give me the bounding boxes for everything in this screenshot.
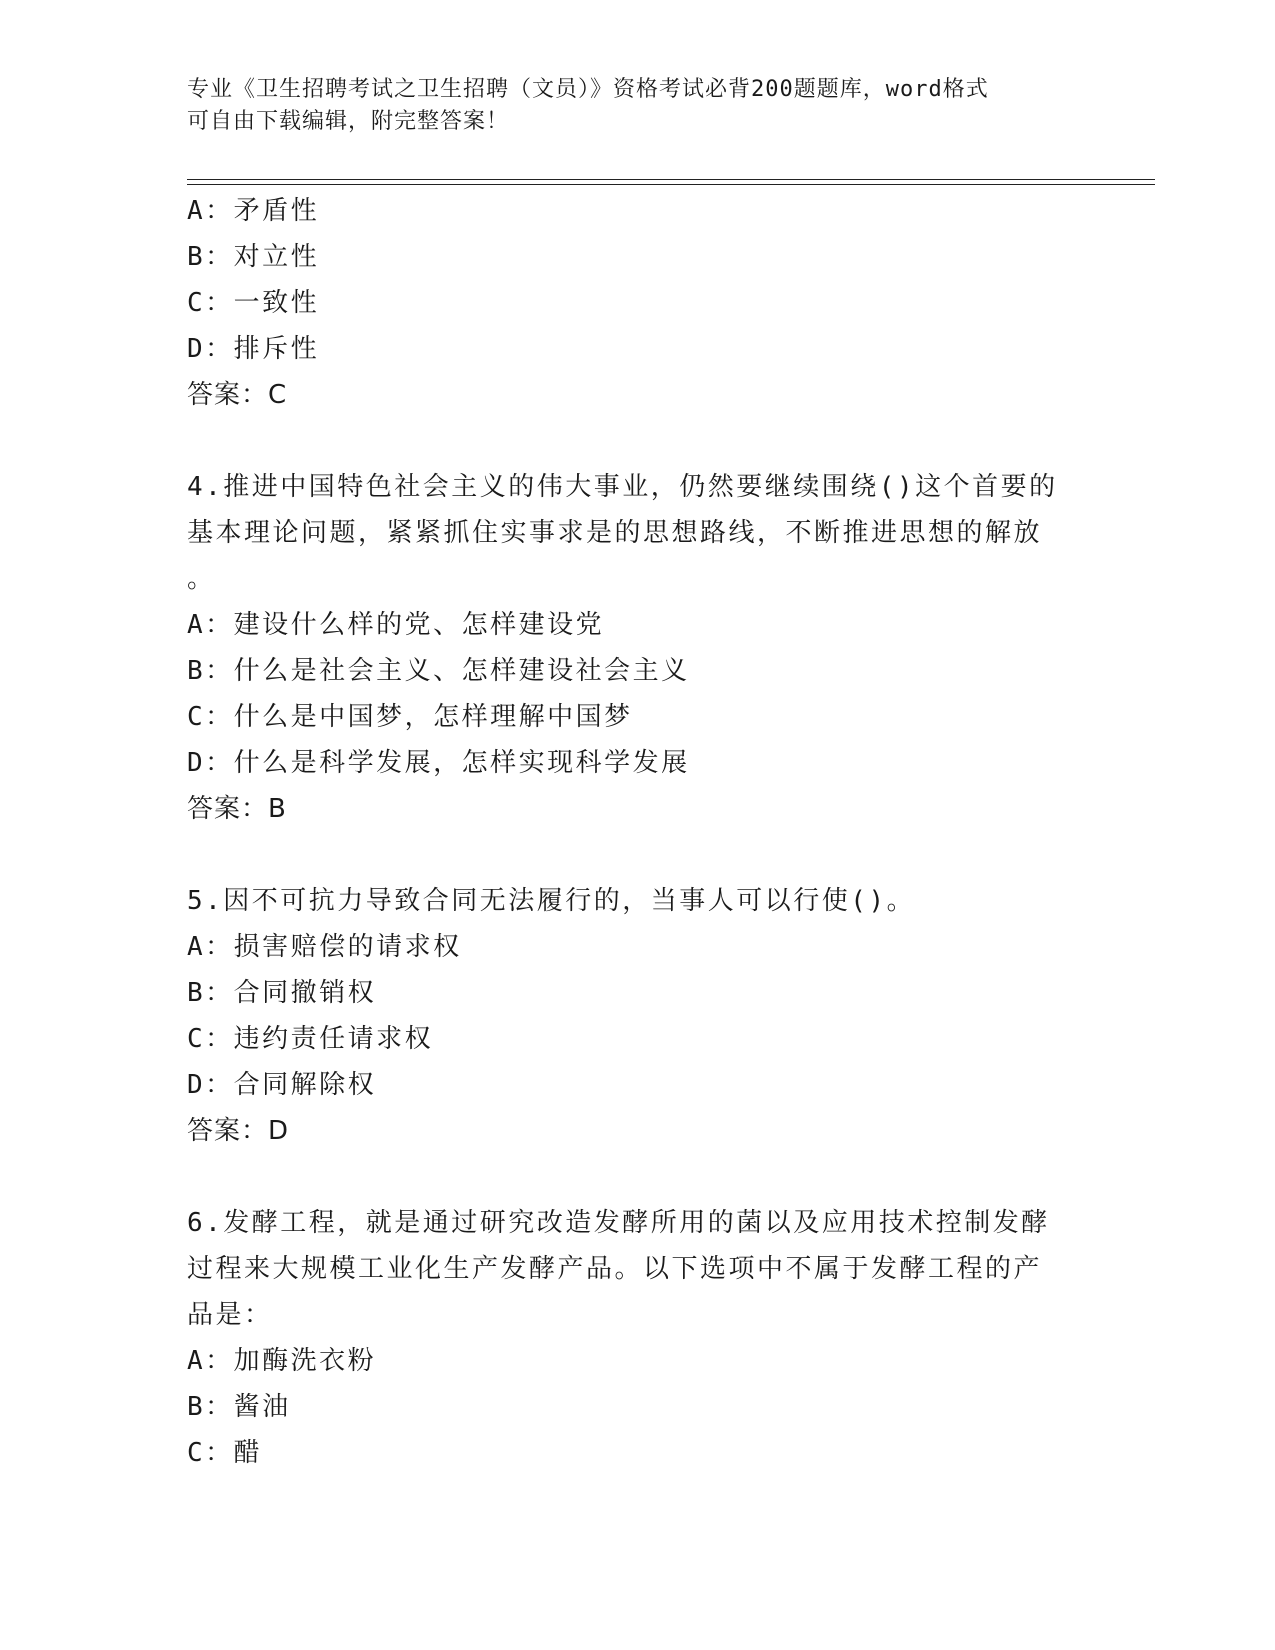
option-a: A：加酶洗衣粉 [187,1346,377,1376]
option-a: A：损害赔偿的请求权 [187,932,462,962]
option-a: A：矛盾性 [187,196,320,226]
question-text-line: 过程来大规模工业化生产发酵产品。以下选项中不属于发酵工程的产 [187,1254,1043,1284]
option-d: D：排斥性 [187,334,320,364]
question-text-line: 基本理论问题，紧紧抓住实事求是的思想路线，不断推进思想的解放 [187,518,1043,548]
document-header [187,74,1067,138]
question-text-line: 6.发酵工程，就是通过研究改造发酵所用的菌以及应用技术控制发酵 [187,1208,1050,1238]
answer: 答案：C [187,380,288,410]
option-c: C：一致性 [187,288,320,318]
question-text-line: 品是： [187,1300,273,1330]
option-c: C：违约责任请求权 [187,1024,434,1054]
question-list [187,188,1067,1476]
option-b: B：对立性 [187,242,320,272]
spacer [187,1154,1067,1200]
option-d: D：什么是科学发展，怎样实现科学发展 [187,748,690,778]
header-line-1: 专业《卫生招聘考试之卫生招聘（文员）》资格考试必背200题题库，word格式 [187,77,989,102]
option-c: C：什么是中国梦，怎样理解中国梦 [187,702,633,732]
answer: 答案：B [187,794,287,824]
question-5 [187,878,1067,1154]
spacer [187,418,1067,464]
question-6 [187,1200,1067,1476]
header-divider [187,179,1155,185]
question-4 [187,464,1067,832]
option-a: A：建设什么样的党、怎样建设党 [187,610,605,640]
question-text-line: 5.因不可抗力导致合同无法履行的，当事人可以行使()。 [187,886,916,916]
question-3 [187,188,1067,418]
spacer [187,832,1067,878]
option-b: B：什么是社会主义、怎样建设社会主义 [187,656,690,686]
header-line-2: 可自由下载编辑，附完整答案！ [187,109,510,134]
question-text-line: 4.推进中国特色社会主义的伟大事业，仍然要继续围绕()这个首要的 [187,472,1058,502]
question-text-line: 。 [187,564,216,594]
option-b: B：合同撤销权 [187,978,377,1008]
option-b: B：酱油 [187,1392,291,1422]
option-c: C：醋 [187,1438,263,1468]
option-d: D：合同解除权 [187,1070,377,1100]
answer: 答案：D [187,1116,290,1146]
